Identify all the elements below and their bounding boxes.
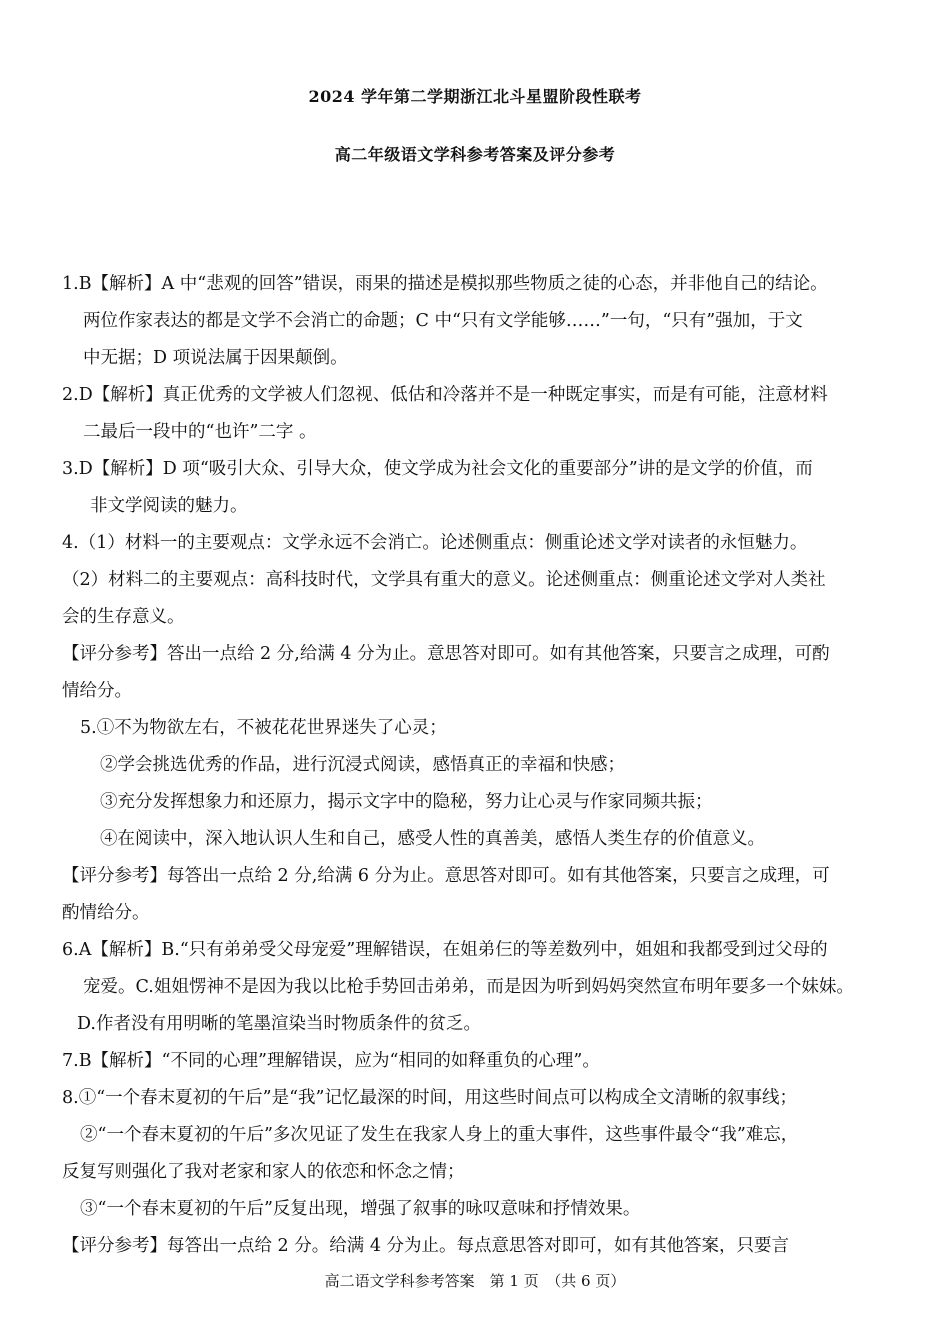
answer-line: 6.A【解析】B.“只有弟弟受父母宠爱”理解错误，在姐弟仨的等差数列中，姐姐和我都受到过父母的 [62,940,828,960]
answer-line: 中无据；D 项说法属于因果颠倒。 [83,348,348,368]
answer-line: 反复写则强化了我对老家和家人的依恋和怀念之情； [62,1162,465,1182]
answer-line: 二最后一段中的“也许”二字 。 [83,422,317,442]
answer-line: 5.①不为物欲左右，不被花花世界迷失了心灵； [80,718,447,738]
answer-line: 会的生存意义。 [62,607,185,627]
answer-line: ③“一个春末夏初的午后”反复出现，增强了叙事的咏叹意味和抒情效果。 [80,1199,641,1219]
answer-line: （2）材料二的主要观点：高科技时代，文学具有重大的意义。论述侧重点：侧重论述文学对人类社 [62,570,826,590]
answer-line: 1.B【解析】A 中“悲观的回答”错误，雨果的描述是模拟那些物质之徒的心态，并非他自己的结论。 [62,274,828,294]
answer-line: 4.（1）材料一的主要观点：文学永远不会消亡。论述侧重点：侧重论述文学对读者的永恒魅力。 [62,533,808,553]
answer-line: 2.D【解析】真正优秀的文学被人们忽视、低估和冷落并不是一种既定事实，而是有可能，注意材料 [62,385,828,405]
scoring-note: 情给分。 [62,681,132,701]
answer-line: 宠爱。C.姐姐愣神不是因为我以比枪手势回击弟弟，而是因为听到妈妈突然宣布明年要多一个妹妹。 [83,977,854,997]
answer-line: 8.①“一个春末夏初的午后”是“我”记忆最深的时间，用这些时间点可以构成全文清晰的叙事线； [62,1088,797,1108]
answer-line: ③充分发挥想象力和还原力，揭示文字中的隐秘，努力让心灵与作家同频共振； [100,792,713,812]
answer-line: 7.B【解析】“不同的心理”理解错误，应为“相同的如释重负的心理”。 [62,1051,600,1071]
answer-line: D.作者没有用明晰的笔墨渲染当时物质条件的贫乏。 [77,1014,481,1034]
answer-line: 3.D【解析】D 项“吸引大众、引导大众，使文学成为社会文化的重要部分”讲的是文学的价值，而 [62,459,813,479]
answer-line: ②学会挑选优秀的作品，进行沉浸式阅读，感悟真正的幸福和快感； [100,755,625,775]
scoring-note: 【评分参考】每答出一点给 2 分。给满 4 分为止。每点意思答对即可，如有其他答案，只要言 [62,1236,790,1256]
answer-line: ④在阅读中，深入地认识人生和自己，感受人性的真善美，感悟人类生存的价值意义。 [100,829,765,849]
document-subtitle: 高二年级语文学科参考答案及评分参考 [334,145,616,164]
answer-line: ②“一个春末夏初的午后”多次见证了发生在我家人身上的重大事件，这些事件最令“我”难忘， [80,1125,799,1145]
document-title: 2024 学年第二学期浙江北斗星盟阶段性联考 [308,87,642,106]
page-footer: 高二语文学科参考答案 第 1 页 （共 6 页） [324,1272,626,1290]
scoring-note: 酌情给分。 [62,903,150,923]
answer-line: 两位作家表达的都是文学不会消亡的命题；C 中“只有文学能够……”一句，“只有”强加，于文 [83,311,803,331]
scoring-note: 【评分参考】每答出一点给 2 分,给满 6 分为止。意思答对即可。如有其他答案，只要言之成理，可 [62,866,830,886]
scoring-note: 【评分参考】答出一点给 2 分,给满 4 分为止。意思答对即可。如有其他答案，只要言之成理，可酌 [62,644,830,664]
answer-line: 非文学阅读的魅力。 [90,496,248,516]
